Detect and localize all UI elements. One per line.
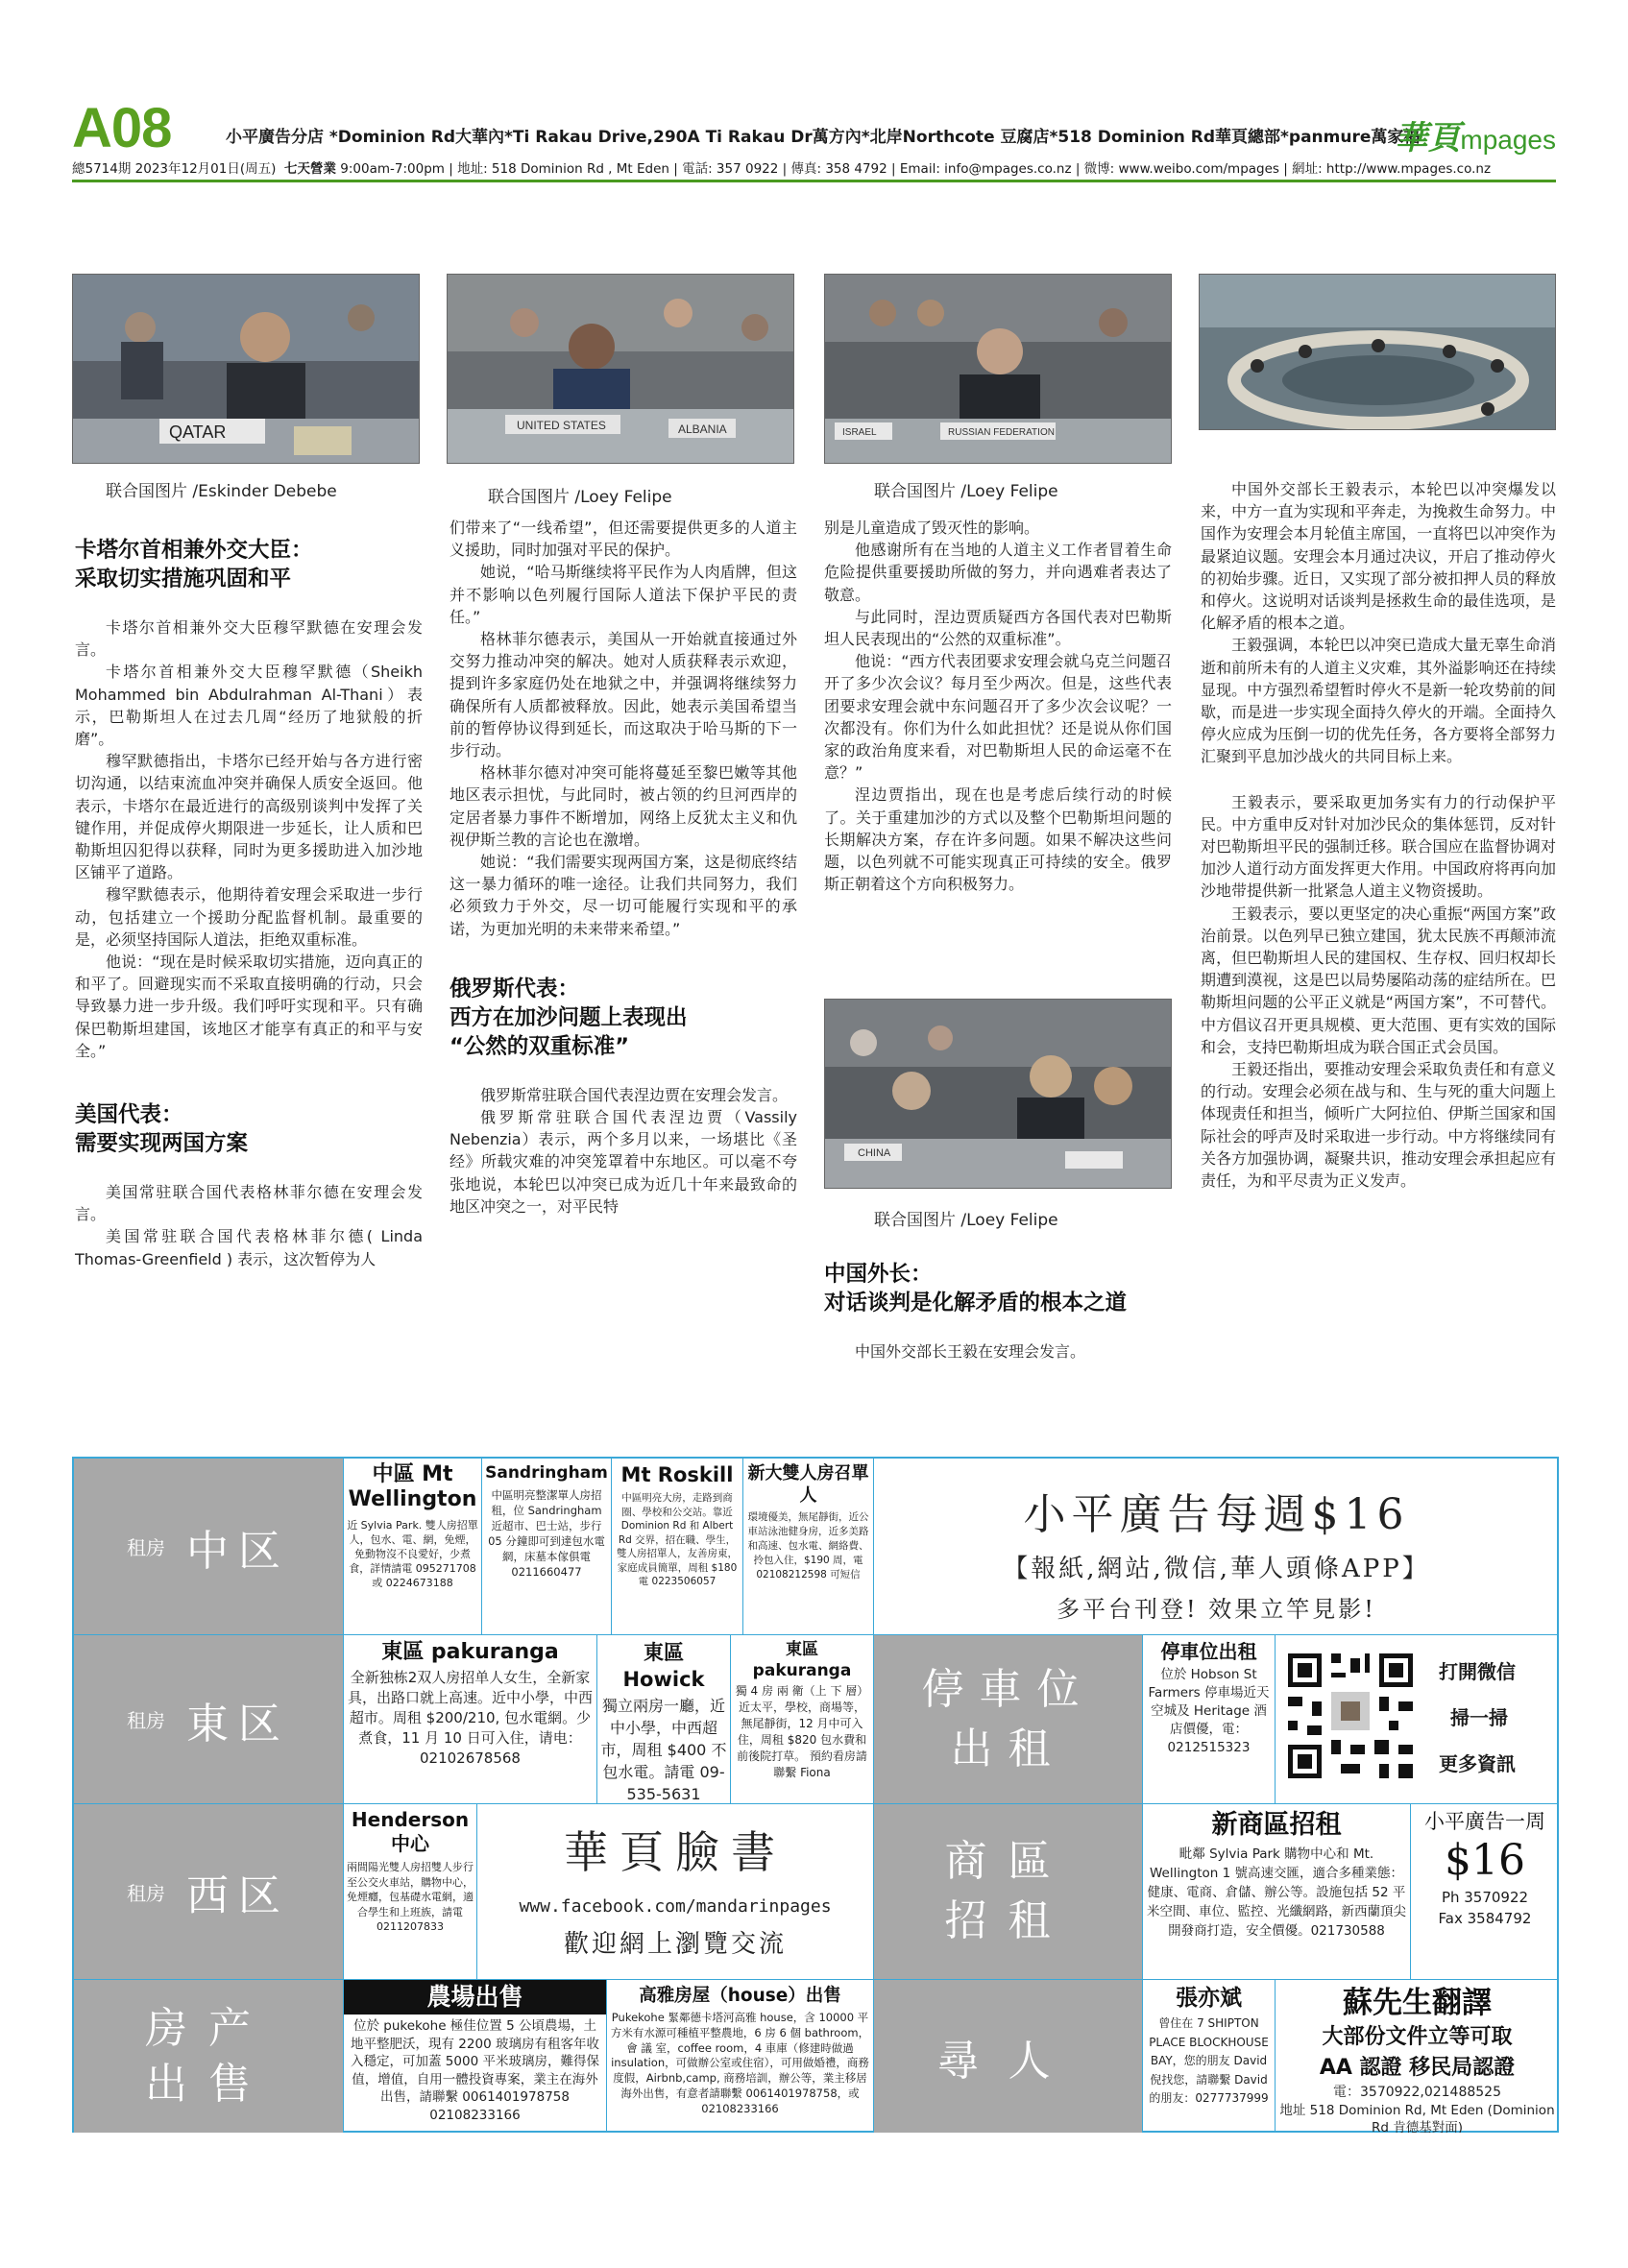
ad-translation-sub-2: AA 認證 移民局認證: [1319, 2056, 1516, 2080]
cat-rent-label-east: 租房: [127, 1709, 165, 1732]
cat-rent-label: 租房: [127, 1536, 165, 1559]
ad-translation-phone: 電：3570922,021488525: [1333, 2085, 1501, 2100]
wechat-open: 打開微信: [1439, 1660, 1516, 1683]
wechat-qr-code[interactable]: [1283, 1649, 1418, 1783]
photo2-caption: 联合国图片 /Loey Felipe: [488, 488, 672, 507]
china-para-2: 中国外交部长王毅表示，本轮巴以冲突爆发以来，中方一直为实现和平奔走，为挽救生命努力。中国作为安理会本月轮值主席国，一直将巴以冲突作为最紧迫议题。安理会本月通过决议，开启了推动停火的初始步骤。近日，又实现了部分被扣押人员的释放和停火。这说明对话谈判是拯救生命的最佳选项，是化解矛盾的根本之道。: [1201, 480, 1556, 633]
weekly-title: 小平廣告一周: [1424, 1810, 1545, 1833]
facebook-url[interactable]: www.facebook.com/mandarinpages: [519, 1896, 832, 1917]
wechat-scan: 掃一掃: [1450, 1706, 1508, 1729]
photo-council-image: [1200, 275, 1556, 430]
weekly-fax: Fax 3584792: [1438, 1910, 1532, 1927]
ad-commercial: [1142, 1803, 1410, 1979]
china-headline-2: 对话谈判是化解矛盾的根本之道: [824, 1291, 1128, 1315]
ad-double-room-body: 環境優美，無尾靜街，近公車站泳池健身房，近多美路和高速、包水電、網絡費、拎包入住，$190 周，電 02108212598 可短信: [747, 1511, 869, 1580]
svg-text:ALBANIA: ALBANIA: [678, 422, 727, 436]
ad-pakuranga-1-body: 全新独栋2双人房招单人女生，全新家具，出路口就上高速。近中小學，中西超市。周租 $200/210, 包水電網。少煮食，11 月 10 日可入住，请电：02102678568: [347, 1669, 593, 1767]
weekly-phone: Ph 3570922: [1441, 1889, 1529, 1906]
photo-us-speaker: [447, 274, 794, 464]
china-headline: 中国外长：: [824, 1262, 933, 1287]
logo-chinese: 華頁: [1395, 120, 1461, 157]
promo-title: 小平廣告每週$16: [1023, 1490, 1410, 1539]
weekly-price: $16: [1445, 1836, 1525, 1885]
qatar-para-2: 卡塔尔首相兼外交大臣穆罕默德（Sheikh Mohammed bin Abdulrahman Al-Thani）表示，巴勒斯坦人在过去几周“经历了地狱般的折磨”。: [75, 663, 423, 749]
photo-china-delegation: [824, 999, 1172, 1189]
category-rent-east: [74, 1634, 343, 1803]
article-column-3: [824, 517, 1172, 895]
qatar-para-5: 他说：“现在是时候采取切实措施，迈向真正的和平了。回避现实而不采取直接明确的行动，只会导致暴力进一步升级。我们呼吁实现和平。只有确保巴勒斯坦建国，该地区才能享有真正的和平与安全。”: [75, 953, 423, 1060]
ad-translation-title: 蘇先生翻譯: [1343, 1986, 1492, 2020]
ad-house-sale: [606, 1979, 873, 2133]
ad-pakuranga-1: [343, 1634, 596, 1803]
header-rule: [72, 180, 1556, 182]
china-para-4: 王毅表示，要采取更加务实有力的行动保护平民。中方重申反对针对加沙民众的集体惩罚，反对针对巴勒斯坦平民的强制迁移。联合国应在监督协调对加沙人道行动方面发挥更大作用。中国政府将再向加沙地带提供新一批紧急人道主义物资援助。: [1201, 792, 1556, 901]
ad-farm-body: 位於 pukekohe 極佳位置 5 公頃農場，土地平整肥沃，現有 2200 玻璃房有租客年收入穩定，可加蓋 5000 平米玻璃房，難得保值，增值，自用一體投資專案，業主在海外出售，請聯繫 0061401978758 02108233166: [351, 2018, 599, 2123]
ad-mt-roskill-body: 中區明亮大房，走路到商圈、學校和公交站。靠近 Dominion Rd 和 Albert Rd 交界，招在職、學生，雙人房招單人，友善房東，家庭成員簡單，周租 $180 電 0223506057: [617, 1492, 738, 1587]
russia-headline-3: “公然的双重标准”: [450, 1033, 630, 1059]
ad-henderson-title: Henderson 中心: [351, 1808, 470, 1855]
china-para-5: 王毅表示，要以更坚定的决心重振“两国方案”政治前景。以色列早已独立建国，犹太民族不再颠沛流离，但巴勒斯坦人民的建国权、生存权、回归权却长期遭到漠视，这是巴以局势屡陷动荡的症结所在。巴勒斯坦问题的公平正义就是“两国方案”，不可替代。中方倡议召开更具规模、更大范围、更有实效的国际和会，支持巴勒斯坦成为联合国正式会员国。: [1201, 904, 1556, 1056]
ad-sandringham: [481, 1459, 611, 1634]
ad-seek-body: 曾住在 7 SHIPTON PLACE BLOCKHOUSE BAY，您的朋友 David 倪找您，請聯繫 David 的朋友：0277737999: [1149, 2016, 1269, 2105]
logo-english: mpages: [1460, 125, 1556, 155]
china-para-6: 王毅还指出，要推动安理会采取负责任和有意义的行动。安理会必须在战与和、生与死的重大问题上体现责任和担当，倾听广大阿拉伯、伊斯兰国家和国际社会的呼声及时采取进一步行动。中方将继续同有关各方加强协调，凝聚共识，推动安理会承担起应有责任，为和平尽责为正义发声。: [1201, 1060, 1556, 1191]
cat-commercial-label: 商區招租: [944, 1837, 1072, 1945]
ad-promo: [873, 1459, 1559, 1634]
russia-para-2: 俄罗斯常驻联合国代表涅边贾（Vassily Nebenzia）表示，两个多月以来，一场堪比《圣经》所载灾难的冲突笼罩着中东地区。可以毫不夸张地说，本轮巴以冲突已成为近几十年来最致命的地区冲突之一，对平民特: [450, 1108, 797, 1216]
ad-mt-wellington-body: 近 Sylvia Park. 雙人房招單人，包水、電、網，免煙，免動物沒不良愛好，少煮食，詳情請電 095271708 或 0224673188: [347, 1519, 478, 1589]
russia-para-6: 他说：“西方代表团要求安理会就乌克兰问题召开了多少次会议？每月至少两次。但是，这些代表团要求安理会就中东问题召开了多少次会议呢？一次都没有。你们为什么如此担忧？还是说从你们国家的政治角度来看，对巴勒斯坦人民的命运毫不在意？”: [824, 652, 1172, 783]
cat-seek-label: 尋人: [936, 2036, 1080, 2086]
qatar-para-4: 穆罕默德表示，他期待着安理会采取进一步行动，包括建立一个援助分配监督机制。最重要的是，必须坚持国际人道法，拒绝双重标准。: [75, 885, 423, 949]
wechat-more: 更多資訊: [1439, 1752, 1516, 1775]
category-parking: [873, 1634, 1142, 1803]
photo5-caption: 联合国图片 /Loey Felipe: [874, 1211, 1058, 1230]
ad-facebook: [476, 1803, 873, 1979]
qatar-headline: 卡塔尔首相兼外交大臣：: [75, 538, 313, 563]
ad-parking-title: 停車位出租: [1160, 1640, 1257, 1663]
russia-para-3: 别是儿童造成了毁灭性的影响。: [824, 519, 1040, 537]
us-para-2: 美国常驻联合国代表格林菲尔德( Linda Thomas-Greenfield ) 表示，这次暂停为人: [75, 1227, 423, 1268]
ad-pakuranga-1-title: 東區 pakuranga: [381, 1640, 559, 1664]
ad-howick: [596, 1634, 730, 1803]
photo3-caption: 联合国图片 /Loey Felipe: [874, 482, 1058, 501]
article-column-1: [75, 536, 423, 1270]
cat-sale-label: 房产出售: [145, 2003, 272, 2109]
cat-parking-label: 停車位出租: [921, 1664, 1095, 1773]
photo-security-council: [1199, 274, 1556, 430]
photo-russia-speaker: [824, 274, 1172, 464]
article-column-4: [1201, 478, 1556, 1192]
ad-house-body: Pukekohe 緊鄰德卡塔河高雅 house，含 10000 平方米有水源可種植平整農地，6 房 6 個 bathroom，會 議 室，coffee room，4 車庫（修建時做過 insulation，可做辦公室或住宿），可用做婚禮，商務度假，Airbnb,camp, 商務培訓，辦公等，業主移居海外出售，有意者請聯繫 0061401978758，或 02108233166: [610, 2011, 870, 2115]
russia-headline: 俄罗斯代表：: [450, 976, 580, 1001]
ad-mt-roskill-title: Mt Roskill: [620, 1463, 734, 1486]
ad-pakuranga-2-title: 東區 pakuranga: [752, 1640, 852, 1680]
us-headline: 美国代表：: [75, 1102, 183, 1128]
ad-pakuranga-2-body: 獨 4 房 兩 衛（上 下 層）近太平，學校，商場等，無尾靜街，12 月中可入住，周租 $820 包水費和前後院打草。 預約看房請聯繫 Fiona: [735, 1684, 869, 1779]
cat-central-label: 中区: [186, 1526, 290, 1576]
category-rent-west: [74, 1803, 343, 1979]
promo-subtitle: 【報紙,網站,微信,華人頭條APP】: [1003, 1555, 1430, 1583]
promo-subtitle-2: 多平台刊登! 效果立竿見影!: [1057, 1596, 1376, 1623]
opening-label: 七天營業: [284, 161, 336, 177]
ad-henderson-body: 兩間陽光雙人房招雙人步行至公交火車站，購物中心，免煙癮，包基礎水電網，適合學生和上班族，請電 0211207833: [347, 1861, 474, 1933]
ad-parking: [1142, 1634, 1275, 1803]
us-para-3: 们带来了“一线希望”，但还需要提供更多的人道主义援助，同时加强对平民的保护。: [450, 519, 797, 560]
russia-para-7: 涅边贾指出，现在也是考虑后续行动的时候了。关于重建加沙的方式以及整个巴勒斯坦问题的长期解决方案，存在许多问题。如果不解决这些问题，以色列就不可能实现真正可持续的安全。俄罗斯正朝着这个方向积极努力。: [824, 785, 1172, 894]
ad-translation: [1275, 1979, 1559, 2133]
ad-seek-person: [1142, 1979, 1275, 2133]
russia-headline-2: 西方在加沙问题上表现出: [450, 1004, 688, 1030]
ad-mt-roskill: [611, 1459, 742, 1634]
category-seek-person: [873, 1979, 1142, 2133]
article-column-3-lower: [824, 1260, 1172, 1363]
ad-commercial-body: 毗鄰 Sylvia Park 購物中心和 Mt. Wellington 1 號高速交匯，適合多種業態：健康、電商、倉儲、辦公等。設施包括 52 平米空間、車位、監控、光纖網路，新西蘭頂尖開發商打造，安全價優。021730588: [1147, 1846, 1406, 1939]
category-property-sale: [74, 1979, 343, 2133]
photo-qatar-speaker: [72, 274, 420, 464]
russia-para-5: 与此同时，涅边贾质疑西方各国代表对巴勒斯坦人民表现出的“公然的双重标准”。: [824, 607, 1172, 649]
us-para-4: 她说，“哈马斯继续将平民作为人肉盾牌，但这并不影响以色列履行国际人道法下保护平民的责任。”: [450, 563, 797, 626]
ad-farm-sale: [343, 1979, 606, 2133]
ad-sandringham-title: Sandringham: [485, 1463, 608, 1483]
cat-east-label: 東区: [186, 1699, 290, 1749]
svg-text:CHINA: CHINA: [858, 1147, 891, 1159]
svg-text:QATAR: QATAR: [169, 422, 227, 442]
qatar-headline-2: 采取切实措施巩固和平: [75, 567, 292, 591]
us-para-1: 美国常驻联合国代表格林菲尔德在安理会发言。: [75, 1183, 423, 1224]
china-para-3: 王毅强调，本轮巴以冲突已造成大量无辜生命消逝和前所未有的人道主义灾难，其外溢影响还在持续显现。中方强烈希望暂时停火不是新一轮攻势前的间歇，而是进一步实现全面持久停火的开端。全面持久停火应成为压倒一切的优先任务，各方要将全部努力汇聚到平息加沙战火的共同目标上来。: [1201, 636, 1556, 766]
header-branches: 小平廣告分店 *Dominion Rd大華內*Ti Rakau Drive,290A Ti Rakau Dr萬方內*北岸Northcote 豆腐店*518 Dominion Rd華頁總部*panmure萬家福: [226, 128, 1421, 147]
mpages-logo: [1395, 111, 1556, 158]
facebook-subtitle: 歡迎網上瀏覽交流: [563, 1930, 787, 1959]
classified-ads: [72, 1457, 1559, 2133]
page-number: A08: [72, 97, 172, 159]
russia-para-1: 俄罗斯常驻联合国代表涅边贾在安理会发言。: [480, 1085, 789, 1104]
qatar-para-1: 卡塔尔首相兼外交大臣穆罕默德在安理会发言。: [75, 618, 423, 660]
ad-seek-title: 張亦斌: [1176, 1986, 1242, 2011]
ad-weekly-price: [1410, 1803, 1559, 1979]
ad-translation-sub: 大部份文件立等可取: [1322, 2025, 1513, 2049]
ad-sandringham-body: 中區明亮整潔單人房招租，位 Sandringham 近超市、巴士站，步行 05 分鐘即可到達包水電網，床墓本傢俱電 0211660477: [488, 1488, 605, 1579]
photo-russia-image: [825, 275, 1172, 464]
facebook-title: 華頁臉書: [564, 1826, 787, 1878]
ad-howick-title: 東區 Howick: [622, 1641, 705, 1691]
cat-rent-label-west: 租房: [127, 1881, 165, 1905]
page-header: [72, 96, 1556, 178]
issue-date: 總5714期 2023年12月01日(周五): [72, 161, 277, 177]
photo-qatar-image: [73, 275, 420, 464]
ad-mt-wellington: [343, 1459, 481, 1634]
ad-farm-title: 農場出售: [344, 1980, 606, 2015]
photo1-caption: 联合国图片 /Eskinder Debebe: [106, 482, 337, 501]
svg-text:ISRAEL: ISRAEL: [842, 427, 877, 438]
china-para-1: 中国外交部长王毅在安理会发言。: [855, 1342, 1086, 1361]
ad-pakuranga-2: [730, 1634, 873, 1803]
us-para-5: 格林菲尔德表示，美国从一开始就直接通过外交努力推动冲突的解决。她对人质获释表示欢迎，提到许多家庭仍处在地狱之中，并强调将继续努力确保所有人质都被释放。因此，她表示美国希望当前的暂停协议得到延长，而这取决于哈马斯的下一步行动。: [450, 630, 797, 760]
ad-howick-body: 獨立兩房一廳，近中小學，中西超市，周租 $400 不包水電。請電 09-535-5631: [600, 1697, 727, 1803]
ad-commercial-title: 新商區招租: [1211, 1810, 1342, 1840]
russia-para-4: 他感谢所有在当地的人道主义工作者冒着生命危险提供重要援助所做的努力，并向遇难者表达了敬意。: [824, 541, 1172, 604]
ad-translation-address: 地址 518 Dominion Rd, Mt Eden (Dominion Rd 肯德基對面): [1279, 2103, 1555, 2133]
ad-double-room: [742, 1459, 873, 1634]
contact-details: 9:00am-7:00pm | 地址: 518 Dominion Rd , Mt Eden | 電話: 357 0922 | 傳真: 358 4792 | Email: info@mpages.co.nz | 微博: www.weibo.com/mpages | 網址: http://www.mpages.co.nz: [340, 161, 1492, 177]
ad-house-title: 高雅房屋（house）出售: [639, 1986, 841, 2006]
ad-mt-wellington-title: 中區 Mt Wellington: [348, 1462, 477, 1511]
us-para-7: 她说：“我们需要实现两国方案，这是彻底终结这一暴力循环的唯一途径。让我们共同努力，我们必须致力于外交，尽一切可能履行实现和平的承诺，为更加光明的未来带来希望。”: [450, 853, 797, 938]
header-details: [72, 157, 1491, 177]
svg-text:UNITED STATES: UNITED STATES: [517, 419, 606, 432]
svg-text:RUSSIAN FEDERATION: RUSSIAN FEDERATION: [948, 427, 1055, 438]
qatar-para-3: 穆罕默德指出，卡塔尔已经开始与各方进行密切沟通，以结束流血冲突并确保人质安全返回。他表示，卡塔尔在最近进行的高级别谈判中发挥了关键作用，并促成停火期限进一步延长，让人质和巴勒斯坦囚犯得以获释，同时为更多援助进入加沙地区铺平了道路。: [75, 752, 423, 882]
us-headline-2: 需要实现两国方案: [75, 1131, 249, 1157]
category-commercial: [873, 1803, 1142, 1979]
ad-double-room-title: 新大雙人房召單人: [747, 1463, 869, 1506]
ad-parking-body: 位於 Hobson St Farmers 停車場近天空城及 Heritage 酒店價優，電：0212515323: [1148, 1667, 1270, 1755]
photo-us-image: [448, 275, 794, 464]
wechat-qr-box: [1275, 1634, 1559, 1803]
article-column-2: [450, 517, 797, 1218]
cat-west-label: 西区: [186, 1871, 290, 1920]
category-rent-central: [74, 1459, 343, 1634]
ad-henderson: [343, 1803, 476, 1979]
us-para-6: 格林菲尔德对冲突可能将蔓延至黎巴嫩等其他地区表示担忧，与此同时，被占领的约旦河西岸的定居者暴力事件不断增加，网络上反犹太主义和仇视伊斯兰教的言论也在激增。: [450, 763, 797, 849]
photo-china-image: [825, 1000, 1172, 1189]
